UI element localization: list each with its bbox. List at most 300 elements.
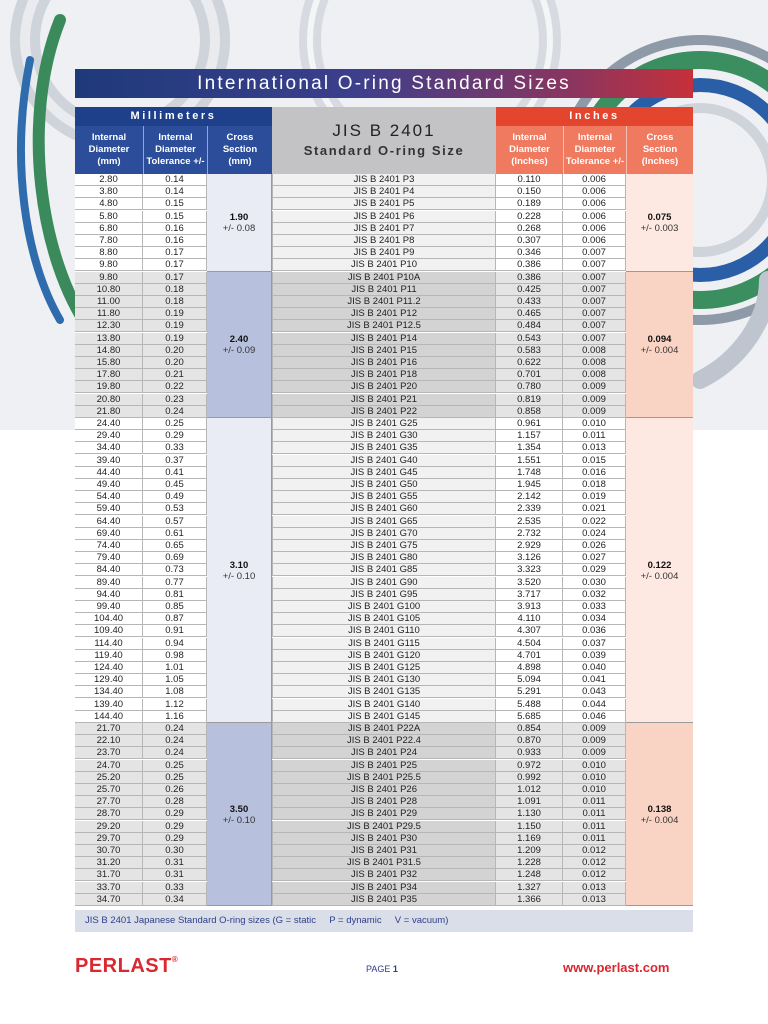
- table-row: [75, 869, 693, 881]
- cell-internal-diameter-mm: 25.20: [75, 772, 143, 784]
- cell-internal-diameter-mm: 74.40: [75, 540, 143, 552]
- cell-tolerance-in: 0.008: [563, 357, 626, 369]
- cell-jis-code: JIS B 2401 G135: [272, 686, 496, 698]
- cell-internal-diameter-mm: 33.70: [75, 882, 143, 894]
- cell-internal-diameter-in: 0.972: [496, 760, 563, 772]
- cell-tolerance-mm: 0.31: [143, 869, 207, 881]
- logo-text: PERLAST: [75, 955, 172, 977]
- cell-tolerance-in: 0.011: [563, 808, 626, 820]
- cell-tolerance-mm: 0.25: [143, 760, 207, 772]
- cell-jis-code: JIS B 2401 P18: [272, 369, 496, 381]
- cell-internal-diameter-in: 0.484: [496, 320, 563, 332]
- cell-tolerance-in: 0.026: [563, 540, 626, 552]
- cell-tolerance-in: 0.007: [563, 308, 626, 320]
- cell-internal-diameter-in: 1.209: [496, 845, 563, 857]
- cell-jis-code: JIS B 2401 P32: [272, 869, 496, 881]
- cell-tolerance-mm: 0.87: [143, 613, 207, 625]
- cell-tolerance-mm: 1.05: [143, 674, 207, 686]
- cross-section-value: 0.122: [647, 559, 672, 571]
- cross-section-tolerance: +/- 0.003: [640, 222, 679, 234]
- cell-tolerance-in: 0.039: [563, 650, 626, 662]
- cell-jis-code: JIS B 2401 P30: [272, 833, 496, 845]
- col-header-tolerance-mm-label: Internal Diameter Tolerance +/-: [146, 132, 205, 167]
- cell-tolerance-mm: 0.77: [143, 577, 207, 589]
- cross-section-value: 0.094: [647, 333, 672, 345]
- table-row: [75, 711, 693, 723]
- cell-jis-code: JIS B 2401 G80: [272, 552, 496, 564]
- cell-jis-code: JIS B 2401 P7: [272, 223, 496, 235]
- cell-jis-code: JIS B 2401 P22.4: [272, 735, 496, 747]
- cross-section-value: 0.138: [647, 803, 672, 815]
- cell-jis-code: JIS B 2401 G110: [272, 625, 496, 637]
- cell-tolerance-mm: 0.53: [143, 503, 207, 515]
- cell-tolerance-in: 0.012: [563, 857, 626, 869]
- cell-internal-diameter-mm: 134.40: [75, 686, 143, 698]
- table-row: [75, 808, 693, 820]
- cell-internal-diameter-mm: 25.70: [75, 784, 143, 796]
- cell-internal-diameter-in: 0.465: [496, 308, 563, 320]
- cell-tolerance-mm: 1.01: [143, 662, 207, 674]
- cell-jis-code: JIS B 2401 P26: [272, 784, 496, 796]
- cell-tolerance-in: 0.007: [563, 284, 626, 296]
- cell-jis-code: JIS B 2401 G30: [272, 430, 496, 442]
- cell-tolerance-in: 0.009: [563, 747, 626, 759]
- cell-jis-code: JIS B 2401 G55: [272, 491, 496, 503]
- cell-tolerance-in: 0.009: [563, 394, 626, 406]
- table-row: [75, 784, 693, 796]
- cell-tolerance-mm: 0.37: [143, 455, 207, 467]
- cell-internal-diameter-in: 0.425: [496, 284, 563, 296]
- cell-internal-diameter-in: 0.150: [496, 186, 563, 198]
- cell-internal-diameter-mm: 10.80: [75, 284, 143, 296]
- col-header-tolerance-mm: [143, 126, 207, 174]
- cross-section-mm-cell-content: [207, 560, 271, 582]
- cell-internal-diameter-in: 3.323: [496, 564, 563, 576]
- cell-tolerance-mm: 0.16: [143, 223, 207, 235]
- cell-tolerance-in: 0.033: [563, 601, 626, 613]
- cell-internal-diameter-mm: 64.40: [75, 516, 143, 528]
- cell-internal-diameter-mm: 29.40: [75, 430, 143, 442]
- cell-tolerance-in: 0.036: [563, 625, 626, 637]
- cross-section-mm-cell: [207, 174, 272, 272]
- cell-tolerance-mm: 0.25: [143, 418, 207, 430]
- cell-internal-diameter-in: 1.169: [496, 833, 563, 845]
- cell-tolerance-in: 0.044: [563, 699, 626, 711]
- cross-section-value: 3.50: [229, 803, 249, 815]
- cell-internal-diameter-in: 5.094: [496, 674, 563, 686]
- cell-tolerance-mm: 0.57: [143, 516, 207, 528]
- table-row: [75, 284, 693, 296]
- cell-internal-diameter-mm: 54.40: [75, 491, 143, 503]
- cell-jis-code: JIS B 2401 G140: [272, 699, 496, 711]
- cell-jis-code: JIS B 2401 G100: [272, 601, 496, 613]
- cell-tolerance-mm: 0.15: [143, 211, 207, 223]
- cell-tolerance-in: 0.034: [563, 613, 626, 625]
- cell-jis-code: JIS B 2401 P11.2: [272, 296, 496, 308]
- cross-section-in-cell-content: [626, 804, 693, 826]
- cell-jis-code: JIS B 2401 P31: [272, 845, 496, 857]
- cell-internal-diameter-mm: 49.40: [75, 479, 143, 491]
- table-row: [75, 747, 693, 759]
- cell-internal-diameter-in: 5.291: [496, 686, 563, 698]
- cell-tolerance-in: 0.009: [563, 735, 626, 747]
- table-row: [75, 247, 693, 259]
- table-row: [75, 845, 693, 857]
- cell-jis-code: JIS B 2401 G85: [272, 564, 496, 576]
- cell-tolerance-in: 0.011: [563, 430, 626, 442]
- cell-internal-diameter-in: 0.110: [496, 174, 563, 186]
- cell-internal-diameter-in: 0.933: [496, 747, 563, 759]
- cell-jis-code: JIS B 2401 G45: [272, 467, 496, 479]
- cell-tolerance-mm: 0.20: [143, 345, 207, 357]
- cell-tolerance-mm: 0.15: [143, 198, 207, 210]
- cell-jis-code: JIS B 2401 P28: [272, 796, 496, 808]
- cell-jis-code: JIS B 2401 P6: [272, 211, 496, 223]
- cross-section-in-cell-content: [626, 212, 693, 234]
- cell-internal-diameter-mm: 11.80: [75, 308, 143, 320]
- cell-jis-code: JIS B 2401 G25: [272, 418, 496, 430]
- cell-internal-diameter-in: 2.732: [496, 528, 563, 540]
- inches-header: Inches: [496, 107, 693, 126]
- cell-internal-diameter-in: 3.520: [496, 577, 563, 589]
- cross-section-tolerance: +/- 0.10: [222, 814, 256, 826]
- cell-tolerance-mm: 0.94: [143, 638, 207, 650]
- cell-internal-diameter-in: 0.780: [496, 381, 563, 393]
- cell-tolerance-in: 0.011: [563, 833, 626, 845]
- cross-section-value: 3.10: [229, 559, 249, 571]
- cell-tolerance-in: 0.010: [563, 772, 626, 784]
- cell-internal-diameter-mm: 104.40: [75, 613, 143, 625]
- table-row: [75, 857, 693, 869]
- cell-tolerance-in: 0.006: [563, 235, 626, 247]
- cell-jis-code: JIS B 2401 P10: [272, 259, 496, 271]
- cell-tolerance-mm: 0.29: [143, 821, 207, 833]
- cell-tolerance-mm: 0.17: [143, 259, 207, 271]
- cell-internal-diameter-mm: 84.40: [75, 564, 143, 576]
- cross-section-in-cell: [626, 174, 693, 272]
- cell-internal-diameter-in: 1.130: [496, 808, 563, 820]
- cell-jis-code: JIS B 2401 G115: [272, 638, 496, 650]
- cell-internal-diameter-mm: 99.40: [75, 601, 143, 613]
- page-number-value: 1: [392, 964, 398, 974]
- cell-internal-diameter-in: 0.386: [496, 259, 563, 271]
- cell-internal-diameter-in: 1.551: [496, 455, 563, 467]
- cross-section-in-cell-content: [626, 560, 693, 582]
- cell-jis-code: JIS B 2401 G40: [272, 455, 496, 467]
- cell-tolerance-mm: 0.21: [143, 369, 207, 381]
- cell-internal-diameter-mm: 29.20: [75, 821, 143, 833]
- cell-tolerance-in: 0.013: [563, 442, 626, 454]
- jis-standard-code: JIS B 2401: [332, 121, 436, 140]
- cell-tolerance-mm: 0.22: [143, 381, 207, 393]
- table-row: [75, 577, 693, 589]
- cell-internal-diameter-in: 0.543: [496, 333, 563, 345]
- cell-tolerance-in: 0.010: [563, 760, 626, 772]
- cell-jis-code: JIS B 2401 G60: [272, 503, 496, 515]
- cell-internal-diameter-in: 5.685: [496, 711, 563, 723]
- cell-tolerance-in: 0.006: [563, 223, 626, 235]
- cell-internal-diameter-mm: 23.70: [75, 747, 143, 759]
- cell-tolerance-in: 0.008: [563, 369, 626, 381]
- cell-internal-diameter-mm: 21.80: [75, 406, 143, 418]
- cell-jis-code: JIS B 2401 P12: [272, 308, 496, 320]
- table-row: [75, 516, 693, 528]
- cross-section-tolerance: +/- 0.08: [222, 222, 256, 234]
- table-row: [75, 442, 693, 454]
- table-row: [75, 430, 693, 442]
- cell-tolerance-in: 0.029: [563, 564, 626, 576]
- table-row: [75, 369, 693, 381]
- cell-internal-diameter-in: 1.354: [496, 442, 563, 454]
- cell-tolerance-in: 0.015: [563, 455, 626, 467]
- cell-internal-diameter-in: 4.307: [496, 625, 563, 637]
- cross-section-mm-cell: [207, 723, 272, 906]
- cell-tolerance-mm: 0.33: [143, 442, 207, 454]
- cell-internal-diameter-mm: 39.40: [75, 455, 143, 467]
- cell-internal-diameter-in: 1.327: [496, 882, 563, 894]
- cell-internal-diameter-mm: 14.80: [75, 345, 143, 357]
- col-header-internal-diameter-in-label: Internal Diameter (Inches): [509, 132, 550, 167]
- cell-internal-diameter-in: 1.091: [496, 796, 563, 808]
- table-row: [75, 882, 693, 894]
- cell-jis-code: JIS B 2401 G145: [272, 711, 496, 723]
- cross-section-in-cell: [626, 418, 693, 723]
- cell-internal-diameter-mm: 13.80: [75, 333, 143, 345]
- cell-internal-diameter-in: 0.854: [496, 723, 563, 735]
- cell-tolerance-mm: 1.16: [143, 711, 207, 723]
- cell-tolerance-in: 0.013: [563, 882, 626, 894]
- cell-jis-code: JIS B 2401 P15: [272, 345, 496, 357]
- cell-tolerance-mm: 0.69: [143, 552, 207, 564]
- cell-tolerance-mm: 0.45: [143, 479, 207, 491]
- cell-tolerance-mm: 0.85: [143, 601, 207, 613]
- table-row: [75, 235, 693, 247]
- table-row: [75, 308, 693, 320]
- cell-jis-code: JIS B 2401 P4: [272, 186, 496, 198]
- cell-tolerance-mm: 0.29: [143, 833, 207, 845]
- cross-section-value: 0.075: [647, 211, 672, 223]
- cell-jis-code: JIS B 2401 G120: [272, 650, 496, 662]
- col-header-internal-diameter-mm: [75, 126, 143, 174]
- cell-tolerance-mm: 0.14: [143, 174, 207, 186]
- cell-tolerance-in: 0.007: [563, 333, 626, 345]
- cell-internal-diameter-in: 0.961: [496, 418, 563, 430]
- table-row: [75, 760, 693, 772]
- cell-tolerance-in: 0.032: [563, 589, 626, 601]
- cell-jis-code: JIS B 2401 P24: [272, 747, 496, 759]
- cell-tolerance-mm: 0.29: [143, 808, 207, 820]
- cell-internal-diameter-in: 3.126: [496, 552, 563, 564]
- cross-section-mm-cell-content: [207, 804, 271, 826]
- cell-internal-diameter-mm: 6.80: [75, 223, 143, 235]
- cell-tolerance-in: 0.030: [563, 577, 626, 589]
- table-row: [75, 650, 693, 662]
- table-row: [75, 223, 693, 235]
- table-row: [75, 186, 693, 198]
- cell-jis-code: JIS B 2401 G65: [272, 516, 496, 528]
- table-row: [75, 528, 693, 540]
- cell-tolerance-in: 0.010: [563, 418, 626, 430]
- cell-internal-diameter-mm: 109.40: [75, 625, 143, 637]
- cell-jis-code: JIS B 2401 P34: [272, 882, 496, 894]
- cell-tolerance-mm: 0.19: [143, 308, 207, 320]
- cell-tolerance-mm: 0.26: [143, 784, 207, 796]
- cell-tolerance-mm: 0.17: [143, 272, 207, 284]
- cell-internal-diameter-in: 0.701: [496, 369, 563, 381]
- cell-internal-diameter-mm: 34.70: [75, 894, 143, 906]
- cell-internal-diameter-mm: 129.40: [75, 674, 143, 686]
- table-row: [75, 662, 693, 674]
- table-row: [75, 394, 693, 406]
- cell-tolerance-in: 0.007: [563, 272, 626, 284]
- cell-internal-diameter-mm: 9.80: [75, 259, 143, 271]
- cell-internal-diameter-in: 1.945: [496, 479, 563, 491]
- cell-internal-diameter-in: 1.748: [496, 467, 563, 479]
- cell-tolerance-in: 0.006: [563, 198, 626, 210]
- footnote: JIS B 2401 Japanese Standard O-ring sizes (G = static P = dynamic V = vacuum): [75, 910, 693, 932]
- cell-internal-diameter-mm: 24.40: [75, 418, 143, 430]
- cell-jis-code: JIS B 2401 G125: [272, 662, 496, 674]
- cell-internal-diameter-mm: 11.00: [75, 296, 143, 308]
- cell-internal-diameter-in: 4.110: [496, 613, 563, 625]
- cell-internal-diameter-mm: 31.20: [75, 857, 143, 869]
- col-header-internal-diameter-mm-label: Internal Diameter (mm): [88, 132, 130, 167]
- cross-section-mm-cell: [207, 272, 272, 418]
- cell-tolerance-in: 0.043: [563, 686, 626, 698]
- cell-internal-diameter-mm: 114.40: [75, 638, 143, 650]
- col-header-tolerance-in: [563, 126, 626, 174]
- cell-internal-diameter-mm: 19.80: [75, 381, 143, 393]
- jis-standard-header: [272, 107, 496, 174]
- cell-jis-code: JIS B 2401 P21: [272, 394, 496, 406]
- cell-tolerance-mm: 0.29: [143, 430, 207, 442]
- table-row: [75, 674, 693, 686]
- cell-internal-diameter-in: 1.228: [496, 857, 563, 869]
- cell-internal-diameter-in: 0.992: [496, 772, 563, 784]
- cell-internal-diameter-mm: 31.70: [75, 869, 143, 881]
- table-row: [75, 772, 693, 784]
- cell-internal-diameter-mm: 30.70: [75, 845, 143, 857]
- cell-internal-diameter-in: 1.012: [496, 784, 563, 796]
- cell-jis-code: JIS B 2401 P25.5: [272, 772, 496, 784]
- cell-internal-diameter-mm: 59.40: [75, 503, 143, 515]
- cross-section-in-cell: [626, 723, 693, 906]
- table-row: [75, 821, 693, 833]
- cell-tolerance-mm: 1.08: [143, 686, 207, 698]
- table-row: [75, 540, 693, 552]
- table-row: [75, 406, 693, 418]
- cell-internal-diameter-mm: 5.80: [75, 211, 143, 223]
- cell-tolerance-in: 0.009: [563, 406, 626, 418]
- cell-tolerance-in: 0.010: [563, 784, 626, 796]
- cell-internal-diameter-in: 5.488: [496, 699, 563, 711]
- cell-internal-diameter-in: 1.248: [496, 869, 563, 881]
- page-title: International O-ring Standard Sizes: [75, 69, 693, 98]
- table-row: [75, 564, 693, 576]
- cell-internal-diameter-mm: 89.40: [75, 577, 143, 589]
- cell-tolerance-mm: 0.24: [143, 406, 207, 418]
- cell-jis-code: JIS B 2401 P29: [272, 808, 496, 820]
- cell-internal-diameter-mm: 2.80: [75, 174, 143, 186]
- cell-internal-diameter-in: 1.366: [496, 894, 563, 906]
- cell-internal-diameter-mm: 22.10: [75, 735, 143, 747]
- cell-tolerance-in: 0.012: [563, 845, 626, 857]
- cell-tolerance-mm: 0.19: [143, 320, 207, 332]
- cell-internal-diameter-in: 3.913: [496, 601, 563, 613]
- cell-tolerance-in: 0.019: [563, 491, 626, 503]
- cross-section-tolerance: +/- 0.09: [222, 344, 256, 356]
- cell-internal-diameter-mm: 29.70: [75, 833, 143, 845]
- cross-section-tolerance: +/- 0.004: [640, 344, 679, 356]
- cell-internal-diameter-in: 0.268: [496, 223, 563, 235]
- table-row: [75, 357, 693, 369]
- table-row: [75, 198, 693, 210]
- cross-section-tolerance: +/- 0.10: [222, 570, 256, 582]
- cell-internal-diameter-mm: 44.40: [75, 467, 143, 479]
- cell-tolerance-mm: 0.65: [143, 540, 207, 552]
- cell-internal-diameter-mm: 8.80: [75, 247, 143, 259]
- website-link[interactable]: www.perlast.com: [563, 960, 670, 975]
- cell-tolerance-in: 0.006: [563, 174, 626, 186]
- cell-tolerance-in: 0.007: [563, 296, 626, 308]
- cell-internal-diameter-mm: 17.80: [75, 369, 143, 381]
- table-row: [75, 381, 693, 393]
- table-row: [75, 333, 693, 345]
- cell-tolerance-in: 0.040: [563, 662, 626, 674]
- page-number: [366, 964, 398, 974]
- cell-internal-diameter-in: 0.307: [496, 235, 563, 247]
- cell-tolerance-in: 0.007: [563, 320, 626, 332]
- col-header-cross-section-in: [626, 126, 693, 174]
- cell-tolerance-mm: 0.24: [143, 723, 207, 735]
- table-row: [75, 491, 693, 503]
- cell-tolerance-mm: 0.49: [143, 491, 207, 503]
- cell-jis-code: JIS B 2401 P11: [272, 284, 496, 296]
- cell-tolerance-mm: 0.24: [143, 747, 207, 759]
- cell-internal-diameter-in: 0.819: [496, 394, 563, 406]
- cell-internal-diameter-mm: 4.80: [75, 198, 143, 210]
- cell-tolerance-mm: 0.18: [143, 284, 207, 296]
- cell-internal-diameter-in: 0.189: [496, 198, 563, 210]
- cell-tolerance-mm: 0.25: [143, 772, 207, 784]
- cell-internal-diameter-mm: 20.80: [75, 394, 143, 406]
- cell-tolerance-mm: 0.91: [143, 625, 207, 637]
- perlast-logo: [75, 955, 178, 978]
- cell-internal-diameter-in: 3.717: [496, 589, 563, 601]
- cell-jis-code: JIS B 2401 G75: [272, 540, 496, 552]
- cell-internal-diameter-mm: 3.80: [75, 186, 143, 198]
- cell-tolerance-mm: 0.23: [143, 394, 207, 406]
- cell-tolerance-mm: 0.14: [143, 186, 207, 198]
- cell-internal-diameter-in: 2.535: [496, 516, 563, 528]
- cell-tolerance-mm: 0.61: [143, 528, 207, 540]
- cell-internal-diameter-mm: 94.40: [75, 589, 143, 601]
- cell-tolerance-mm: 0.41: [143, 467, 207, 479]
- cell-tolerance-in: 0.011: [563, 796, 626, 808]
- cell-jis-code: JIS B 2401 P35: [272, 894, 496, 906]
- cell-internal-diameter-in: 1.157: [496, 430, 563, 442]
- cell-tolerance-in: 0.016: [563, 467, 626, 479]
- cell-jis-code: JIS B 2401 G50: [272, 479, 496, 491]
- cell-internal-diameter-in: 4.701: [496, 650, 563, 662]
- cell-internal-diameter-mm: 7.80: [75, 235, 143, 247]
- millimeters-header: Millimeters: [75, 107, 272, 126]
- cell-tolerance-mm: 0.28: [143, 796, 207, 808]
- cell-internal-diameter-in: 0.386: [496, 272, 563, 284]
- table-row: [75, 552, 693, 564]
- cell-jis-code: JIS B 2401 G95: [272, 589, 496, 601]
- cell-tolerance-in: 0.012: [563, 869, 626, 881]
